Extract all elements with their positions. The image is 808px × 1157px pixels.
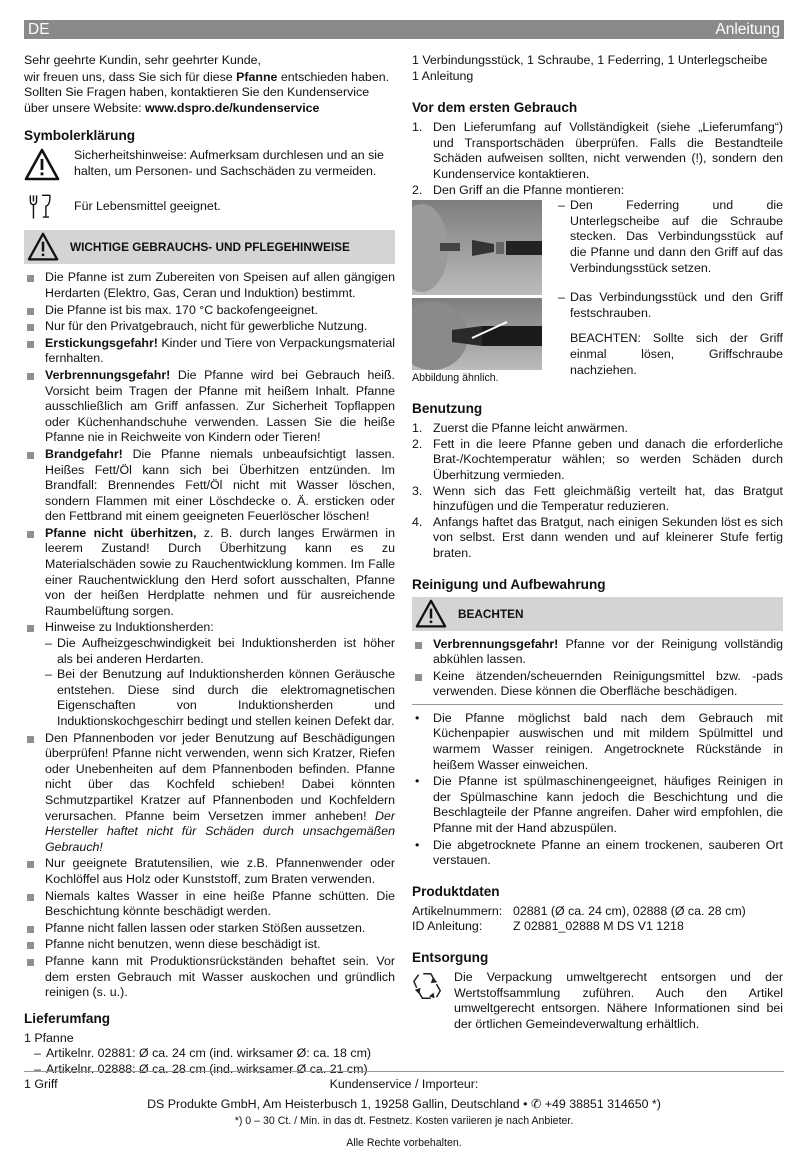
important-notes-bar: WICHTIGE GEBRAUCHS- UND PFLEGEHINWEISE [24, 230, 395, 264]
scope-manual: 1 Anleitung [412, 68, 474, 83]
list-item: Verbrennungsgefahr! Die Pfanne wird bei Gebrauch heiß. Vorsicht beim Tragen der Pfanne mit heißem Inhalt. Pfanne ausschließlich am Griff anfassen. Zur Sicherheit Topflappen oder Küchenhandschuhe verwenden. Lassen Sie die heiße Pfanne nie in Reichweite von Kindern oder Tieren! [24, 368, 395, 446]
assembly-note: BEACHTEN: Sollte sich der Griff einmal lösen, Griffschraube nachziehen. [570, 331, 783, 377]
footer-divider [24, 1071, 784, 1072]
cleaning-steps [412, 711, 783, 869]
phone-number[interactable]: +49 38851 314650 *) [544, 1096, 661, 1111]
scope-variant: – Artikelnr. 02888: Ø ca. 28 cm (ind. wirksamer Ø ca. 21 cm) [34, 1062, 395, 1078]
list-item: Pfanne kann mit Produktionsrückständen behaftet sein. Vor dem ersten Gebrauch mit Wasser auskochen und gründlich reinigen (s. u.). [24, 954, 395, 1001]
left-column [24, 53, 395, 1093]
list-item: • Die abgetrocknete Pfanne an einem trockenen, sauberen Ort verstauen. [412, 838, 783, 869]
list-item: Die Pfanne ist zum Zubereiten von Speisen auf allen gängigen Herdarten (Elektro, Gas, Ceran und Induktion) bestimmt. [24, 270, 395, 301]
important-notes-list [24, 270, 395, 1000]
list-item: 4. Anfangs haftet das Bratgut, nach einigen Sekunden löst es sich von selbst. Erst dann wenden und auf kleinerer Stufe fertig braten. [412, 514, 783, 560]
cleaning-heading: Reinigung und Aufbewahrung [412, 576, 606, 592]
list-item: 2. Fett in die leere Pfanne geben und danach die erforderliche Brat-/Kochtemperatur wählen; so werden Schäden durch Überhitzung vermieden. [412, 436, 783, 482]
scope-variant: – Artikelnr. 02881: Ø ca. 24 cm (ind. wirksamer Ø: ca. 18 cm) [34, 1046, 395, 1062]
list-item: Pfanne nicht benutzen, wenn diese beschädigt ist. [24, 937, 395, 953]
scope-parts: 1 Verbindungsstück, 1 Schraube, 1 Federring, 1 Unterlegscheibe [412, 53, 768, 67]
product-row: Artikelnummern: 02881 (Ø ca. 24 cm), 02888 (Ø ca. 28 cm) [412, 903, 746, 918]
symbols-heading: Symbolerklärung [24, 128, 136, 144]
usage-steps [412, 421, 783, 561]
warning-triangle-icon [27, 232, 59, 262]
list-item: Erstickungsgefahr! Kinder und Tiere von Verpackungsmaterial fernhalten. [24, 336, 395, 367]
first-use-heading: Vor dem ersten Gebrauch [412, 100, 578, 116]
list-item: Pfanne nicht fallen lassen oder starken Stößen aussetzen. [24, 921, 395, 937]
phone-icon: ✆ [530, 1096, 545, 1111]
list-item: 2. Den Griff an die Pfanne montieren: [412, 182, 625, 197]
scope-pan: 1 Pfanne [24, 1030, 74, 1045]
list-item: Verbrennungsgefahr! Pfanne vor der Reinigung vollständig abkühlen lassen. [412, 637, 783, 668]
intro-greeting: Sehr geehrte Kundin, sehr geehrter Kunde, [24, 53, 261, 67]
list-item: 1. Den Lieferumfang auf Vollständigkeit (siehe „Lieferumfang“) und Transportschäden überprüfen. Falls die Bestandteile Schäden aufweisen sollten, nicht verwenden (!), sondern den Kundenservice kontaktieren. [412, 120, 783, 181]
symbol-warning: Sicherheitshinweise: Aufmerksam durchlesen und an sie halten, um Personen- und Sachschäden zu vermeiden. [24, 148, 395, 184]
intro-text: wir freuen uns, dass Sie sich für diese Pfanne entschieden haben. Sollten Sie Fragen haben, kontaktieren Sie den Kundenservice über unsere Website: www.dspro.de/kundenservice [24, 69, 390, 115]
language-code: DE [28, 21, 50, 38]
list-item: Pfanne nicht überhitzen, z. B. durch langes Erwärmen in leerem Zustand! Durch Überhitzung kann es zu Materialschäden sowie zu Rauchentwicklung kommen. Im Falle einer Rauchentwicklung den Herd sofort ausschalten, Pfanne von der heißen Herdplatte nehmen und für ausreichende Raumbelüftung sorgen. [24, 526, 395, 620]
assembly-image-1 [412, 200, 542, 295]
assembly-image-2 [412, 298, 542, 370]
website-link[interactable]: www.dspro.de/kundenservice [145, 100, 320, 115]
warning-triangle-icon [24, 148, 60, 182]
footer-address: DS Produkte GmbH, Am Heisterbusch 1, 19258 Gallin, Deutschland • ✆ +49 38851 314650 *) [147, 1096, 661, 1111]
handle-tighten-illustration [412, 298, 542, 370]
scope-handle: 1 Griff [24, 1077, 58, 1092]
list-item: Keine ätzenden/scheuernden Reinigungsmittel bzw. -pads verwenden. Diese können die Oberfläche beschädigen. [412, 669, 783, 700]
cleaning-notice-bar: BEACHTEN [412, 597, 783, 631]
list-item: • Die Pfanne möglichst bald nach dem Gebrauch mit Küchenpapier auswischen und mit mildem Spülmittel und warmem Wasser reinigen. Angetrocknete Rückstände in heißem Wasser einweichen. [412, 711, 783, 773]
first-use-steps [412, 120, 783, 198]
assembly-section [412, 198, 783, 385]
footer-label: Kundenservice / Importeur: [329, 1077, 479, 1091]
scope-heading: Lieferumfang [24, 1010, 111, 1026]
assembly-instructions: – Den Federring und die Unterlegscheibe auf die Schraube stecken. Das Verbindungsstück auf die Pfanne und dann den Griff auf das Verbindungsstück setzen. – Das Verbindungsstück und den Griff festschrauben. BEACHTEN: Sollte sich der Griff einmal lösen, Griffschraube nachziehen. [558, 198, 783, 378]
symbol-food: Für Lebensmittel geeignet. [24, 190, 395, 222]
usage-heading: Benutzung [412, 401, 483, 417]
image-caption: Abbildung ähnlich. [412, 372, 499, 385]
product-row: ID Anleitung: Z 02881_02888 M DS V1 1218 [412, 919, 684, 934]
list-item: 3. Wenn sich das Fett gleichmäßig verteilt hat, das Bratgut hinzufügen und die Temperatur reduzieren. [412, 483, 783, 514]
recycling-icon [412, 970, 444, 1002]
disposal-block: Die Verpackung umweltgerecht entsorgen und der Wertstoffsammlung zuführen. Auch den Artikel umweltgerecht entsorgen. Nähere Informationen sind bei der örtlichen Gemeindeverwaltung erhältlich. [412, 970, 783, 1032]
list-item: 1. Zuerst die Pfanne leicht anwärmen. [412, 421, 628, 436]
warning-triangle-icon [415, 599, 447, 629]
disposal-heading: Entsorgung [412, 950, 489, 965]
food-safe-icon [28, 190, 56, 224]
divider [412, 704, 783, 705]
header-bar [24, 20, 784, 39]
list-item: Hinweise zu Induktionsherden: – Die Aufheizgeschwindigkeit bei Induktionsherden ist höher als bei anderen Herdarten. – Bei der Benutzung auf Induktionsherden können Geräusche entstehen. Diese sind durch die elektromagnetischen Eigenschaften von Induktionsherden und Induktionskochgeschirr bedingt und stellen keinen Defekt dar. [24, 620, 395, 729]
footer-cost-note: *) 0 – 30 Ct. / Min. in das dt. Festnetz. Kosten variieren je nach Anbieter. [234, 1115, 574, 1128]
right-column [412, 53, 783, 1032]
list-item: Nur für den Privatgebrauch, nicht für gewerbliche Nutzung. [24, 319, 395, 335]
handle-assembly-illustration [412, 200, 542, 295]
header-title: Anleitung [715, 21, 780, 38]
list-item: • Die Pfanne ist spülmaschinengeeignet, häufiges Reinigen in der Spülmaschine kann jedoch die Beschichtung und die Beschlagteile der Pfanne angreifen. Daher wird empfohlen, die Pfanne mit der Hand abzuspülen. [412, 774, 783, 836]
product-heading: Produktdaten [412, 883, 500, 899]
footer-rights: Alle Rechte vorbehalten. [346, 1136, 462, 1149]
cleaning-warnings [412, 637, 783, 700]
list-item: Nur geeignete Bratutensilien, wie z.B. Pfannenwender oder Kochlöffel aus Holz oder Kunststoff, zum Braten verwenden. [24, 856, 395, 887]
list-item: Die Pfanne ist bis max. 170 °C backofengeeignet. [24, 303, 395, 319]
list-item: Niemals kaltes Wasser in eine heiße Pfanne schütten. Die Beschichtung könnte beschädigt werden. [24, 889, 395, 920]
list-item: Den Pfannenboden vor jeder Benutzung auf Beschädigungen überprüfen! Pfanne nicht verwenden, wenn sich Kratzer, Riefen oder Unebenheiten auf dem Pfannenboden befinden. Pfanne nicht über das Kochfeld schieben! Dabei könnten Schmutzpartikel Kratzer auf Pfannenboden und Kochfeldern verursachen. Pfanne beim Versetzen immer anheben! Der Hersteller haftet nicht für Schäden durch unsachgemäßen Gebrauch! [24, 731, 395, 856]
list-item: Brandgefahr! Die Pfanne niemals unbeaufsichtigt lassen. Heißes Fett/Öl kann sich bei Überhitzen entzünden. Im Brandfall: Brennendes Fett/Öl nicht mit Wasser löschen, sondern Flammen mit einer Löschdecke o. Ä. ersticken oder den Fettbrand mit einem geeigneten Feuerlöscher löschen! [24, 447, 395, 525]
footer [24, 1077, 784, 1151]
